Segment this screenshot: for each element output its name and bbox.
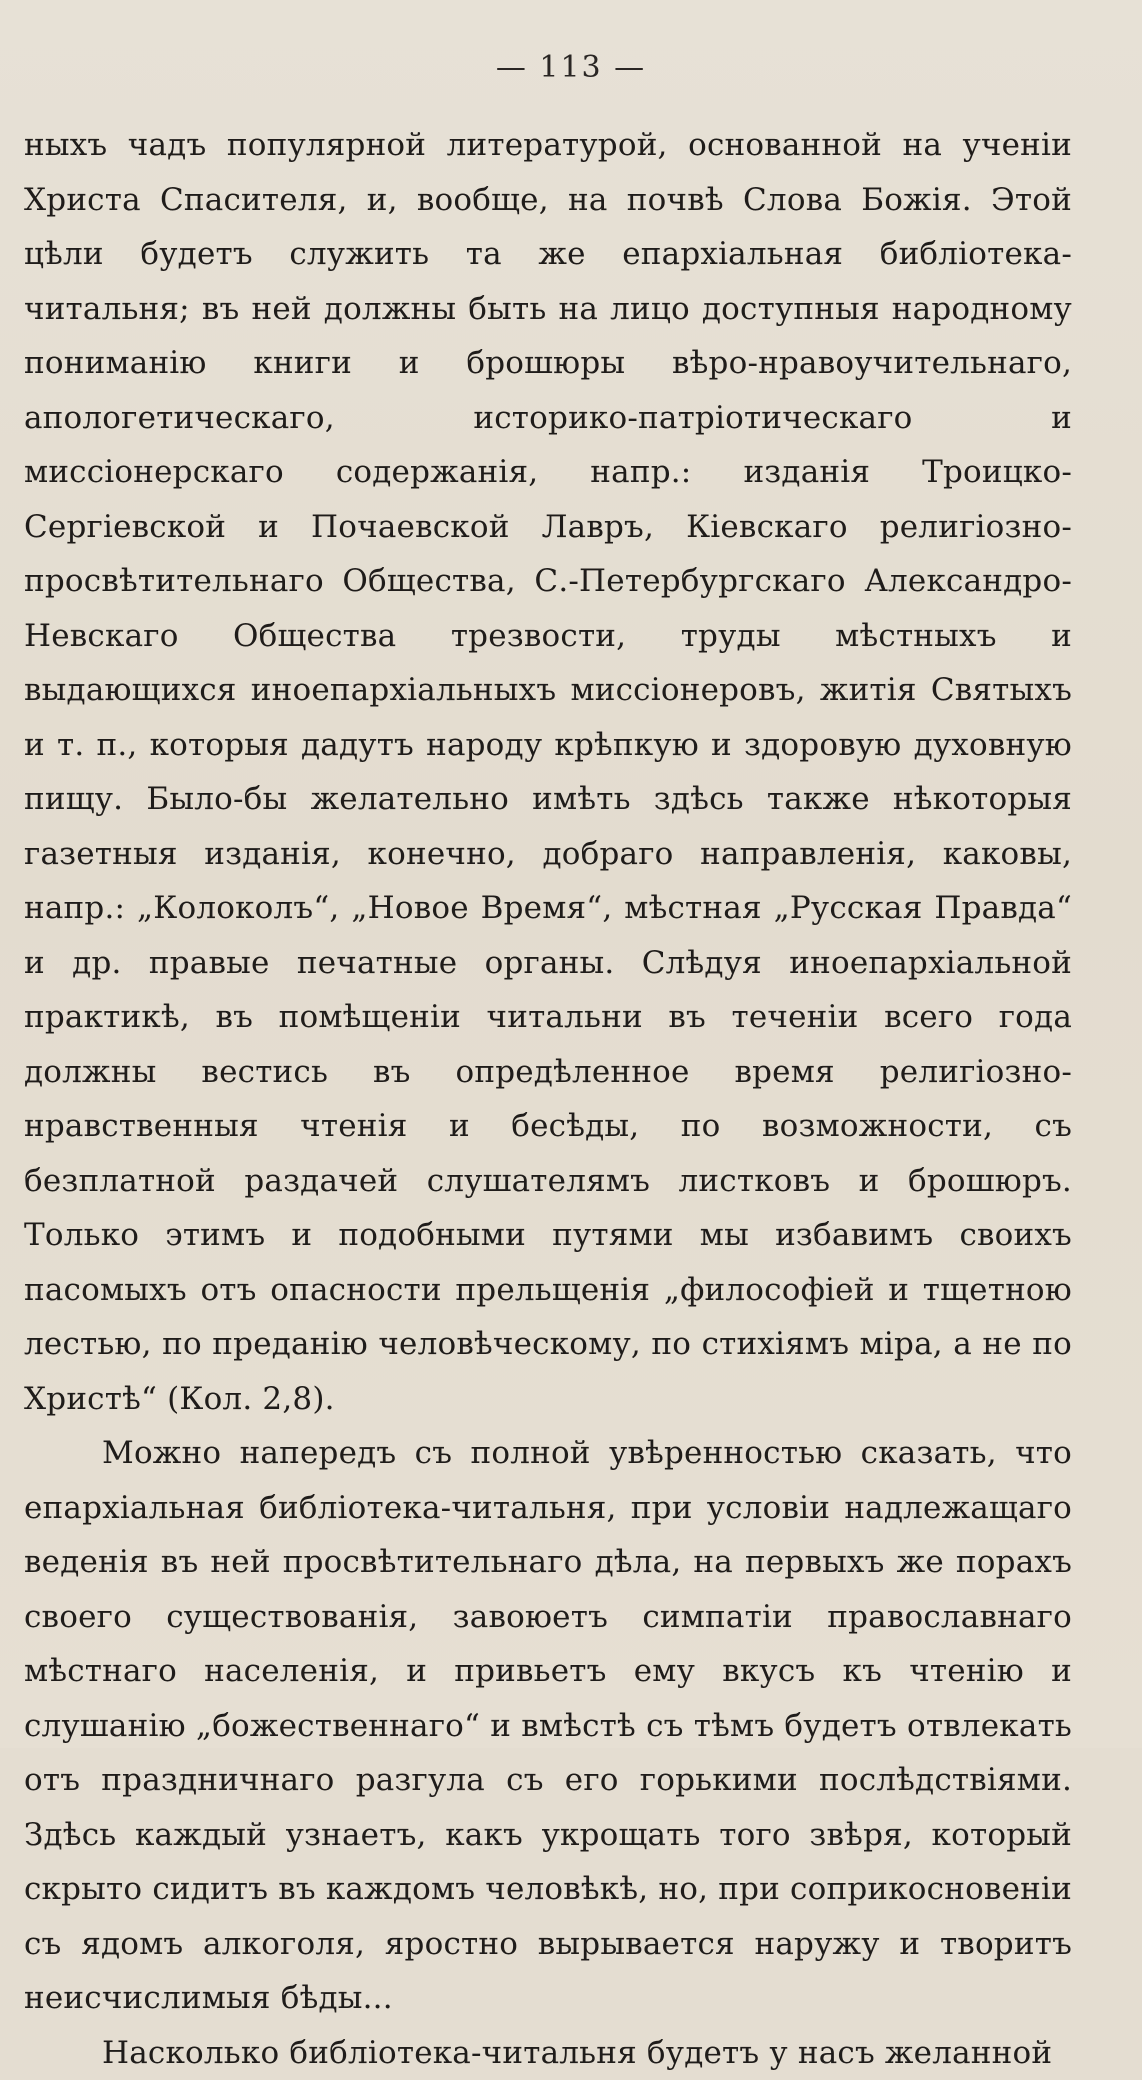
body-text	[24, 118, 1072, 2080]
paragraph: Можно напередъ съ полной увѣренностью сказать, что епархіальная библіотека-читальня, при условіи надлежащаго веденія въ ней просвѣтительнаго дѣла, на первыхъ же порахъ своего существованія, завоюетъ симпатіи православнаго мѣстнаго населенія, и привьетъ ему вкусъ къ чтенію и слушанію „божественнаго“ и вмѣстѣ съ тѣмъ будетъ отвлекать отъ праздничнаго разгула съ его горькими послѣдствіями. Здѣсь каждый узнаетъ, какъ укрощать того звѣря, который скрыто сидитъ въ каждомъ человѣкѣ, но, при соприкосновеніи съ ядомъ алкоголя, яростно вырывается наружу и творитъ неисчислимыя бѣды...	[24, 1426, 1072, 2026]
page-number: — 113 —	[0, 50, 1142, 85]
paragraph-partial: Насколько библіотека-читальня будетъ у насъ желанной	[24, 2026, 1072, 2080]
paragraph-continued: ныхъ чадъ популярной литературой, основанной на ученіи Христа Спасителя, и, вообще, на почвѣ Слова Божія. Этой цѣли будетъ служить та же епархіальная библіотека-читальня; въ ней должны быть на лицо доступныя народному пониманію книги и брошюры вѣро-нравоучительнаго, апологетическаго, историко-патріотическаго и миссіонерскаго содержанія, напр.: изданія Троицко-Сергіевской и Почаевской Лавръ, Кіевскаго религіозно-просвѣтительнаго Общества, С.-Петербургскаго Александро-Невскаго Общества трезвости, труды мѣстныхъ и выдающихся иноепархіальныхъ миссіонеровъ, житія Святыхъ и т. п., которыя дадутъ народу крѣпкую и здоровую духовную пищу. Было-бы желательно имѣть здѣсь также нѣкоторыя газетныя изданія, конечно, добраго направленія, каковы, напр.: „Колоколъ“, „Новое Время“, мѣстная „Русская Правда“ и др. правые печатные органы. Слѣдуя иноепархіальной практикѣ, въ помѣщеніи читальни въ теченіи всего года должны вестись въ опредѣленное время религіозно-нравственныя чтенія и бесѣды, по возможности, съ безплатной раздачей слушателямъ листковъ и брошюръ. Только этимъ и подобными путями мы избавимъ своихъ пасомыхъ отъ опасности прельщенія „философіей и тщетною лестью, по преданію человѣческому, по стихіямъ міра, а не по Христѣ“ (Кол. 2,8).	[24, 118, 1072, 1426]
